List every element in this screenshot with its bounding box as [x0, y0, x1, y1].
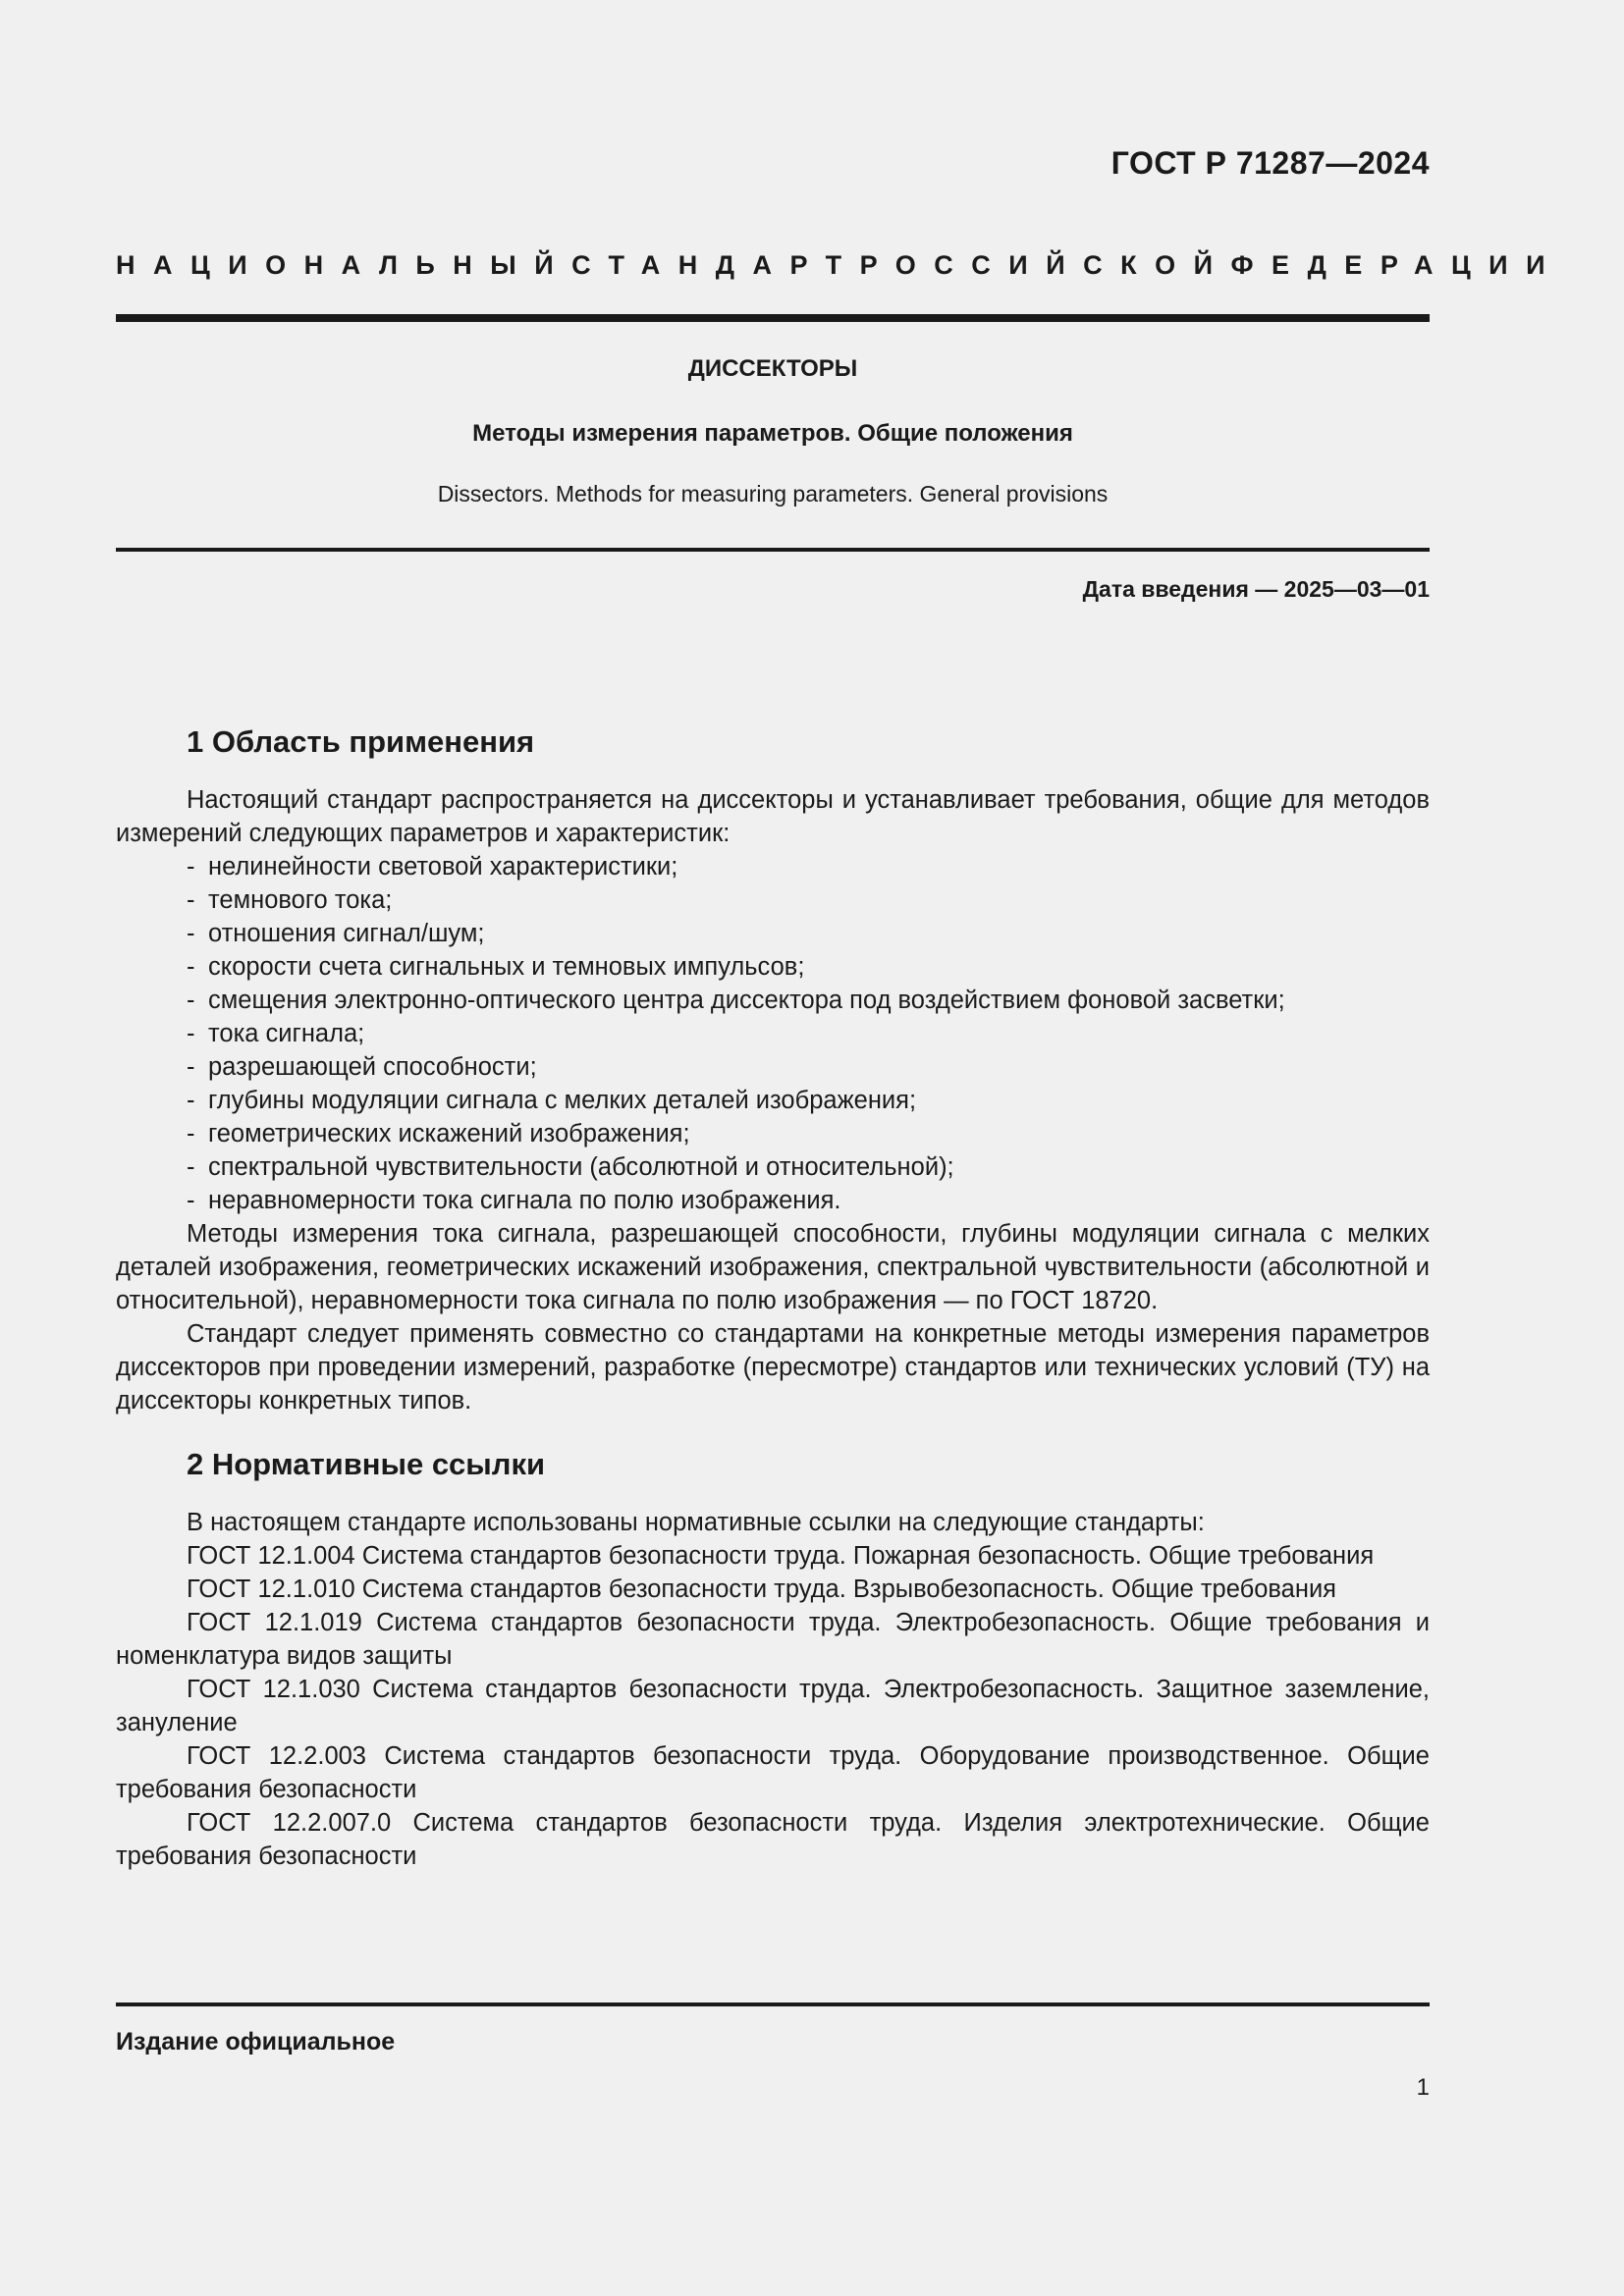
parameter-list	[116, 850, 1430, 1217]
section-2-heading: 2 Нормативные ссылки	[187, 1447, 546, 1481]
list-item: - смещения электронно-оптического центра диссектора под воздействием фоновой засветки;	[187, 987, 1285, 1014]
reference-code: ГОСТ 12.1.030	[187, 1676, 360, 1703]
section-1-body	[116, 783, 1430, 1417]
title-rule	[116, 548, 1430, 552]
list-item: - неравномерности тока сигнала по полю изображения.	[187, 1187, 841, 1214]
reference-code: ГОСТ 12.2.003	[187, 1742, 366, 1770]
reference-code: ГОСТ 12.1.010	[187, 1575, 355, 1603]
reference-title: Система стандартов безопасности труда. Оборудование производственное. Общие требования безопасности	[116, 1742, 1430, 1803]
normative-reference	[116, 1539, 1430, 1573]
national-title-word: РОССИЙСКОЙ	[859, 250, 1231, 280]
page-number: 1	[1416, 2074, 1430, 2101]
list-item: - нелинейности световой характеристики;	[187, 853, 678, 881]
reference-title: Система стандартов безопасности труда. Изделия электротехнические. Общие требования безопасности	[116, 1809, 1430, 1870]
reference-title: Система стандартов безопасности труда. Электробезопасность. Защитное заземление, зануление	[116, 1676, 1430, 1736]
document-code: ГОСТ Р 71287—2024	[1110, 145, 1430, 181]
normative-reference	[116, 1606, 1430, 1673]
section-1-paragraph: Стандарт следует применять совместно со стандартами на конкретные методы измерения параметров диссекторов при проведении измерений, разработке (пересмотре) стандартов или технических условий (ТУ) на диссекторы конкретных типов.	[116, 1320, 1430, 1415]
reference-title: Система стандартов безопасности труда. Взрывобезопасность. Общие требования	[361, 1575, 1336, 1603]
list-item: - темнового тока;	[187, 886, 393, 914]
header-rule	[116, 314, 1430, 322]
section-2-intro: В настоящем стандарте использованы нормативные ссылки на следующие стандарты:	[187, 1509, 1205, 1536]
normative-reference	[116, 1673, 1430, 1739]
normative-reference	[116, 1739, 1430, 1806]
list-item: - глубины модуляции сигнала с мелких деталей изображения;	[187, 1087, 917, 1114]
national-standard-title	[116, 250, 1563, 281]
normative-reference	[116, 1806, 1430, 1873]
section-1-intro: Настоящий стандарт распространяется на диссекторы и устанавливает требования, общие для методов измерений следующих параметров и характеристик:	[116, 786, 1430, 847]
list-item: - спектральной чувствительности (абсолютной и относительной);	[187, 1153, 954, 1181]
normative-reference	[116, 1573, 1430, 1606]
introduction-date: Дата введения — 2025—03—01	[1082, 576, 1430, 602]
reference-code: ГОСТ 12.1.019	[187, 1609, 362, 1636]
edition-label: Издание официальное	[116, 2028, 396, 2056]
section-1-paragraph: Методы измерения тока сигнала, разрешающей способности, глубины модуляции сигнала с мелких деталей изображения, геометрических искажений изображения, спектральной чувствительности (абсолютной и относительной), неравномерности тока сигнала по полю изображения — по ГОСТ 18720.	[116, 1220, 1430, 1314]
document-title-english: Dissectors. Methods for measuring parameters. General provisions	[437, 481, 1109, 507]
national-title-word: ФЕДЕРАЦИИ	[1230, 250, 1563, 280]
reference-code: ГОСТ 12.2.007.0	[187, 1809, 392, 1837]
document-page	[116, 0, 1563, 2296]
reference-title: Система стандартов безопасности труда. Пожарная безопасность. Общие требования	[361, 1542, 1375, 1570]
list-item: - разрешающей способности;	[187, 1053, 537, 1081]
footer-rule	[116, 2002, 1430, 2006]
national-title-word: СТАНДАРТ	[571, 250, 860, 280]
list-item: - скорости счета сигнальных и темновых импульсов;	[187, 953, 805, 981]
reference-code: ГОСТ 12.1.004	[187, 1542, 355, 1570]
section-2-body	[116, 1506, 1430, 1873]
national-title-word: НАЦИОНАЛЬНЫЙ	[116, 250, 572, 280]
list-item: - геометрических искажений изображения;	[187, 1120, 690, 1148]
list-item: - отношения сигнал/шум;	[187, 920, 485, 947]
document-subtitle: Методы измерения параметров. Общие положения	[472, 420, 1073, 447]
list-item: - тока сигнала;	[187, 1020, 365, 1047]
reference-title: Система стандартов безопасности труда. Электробезопасность. Общие требования и номенклатура видов защиты	[116, 1609, 1431, 1670]
document-title: ДИССЕКТОРЫ	[687, 355, 858, 382]
section-1-heading: 1 Область применения	[187, 724, 535, 759]
